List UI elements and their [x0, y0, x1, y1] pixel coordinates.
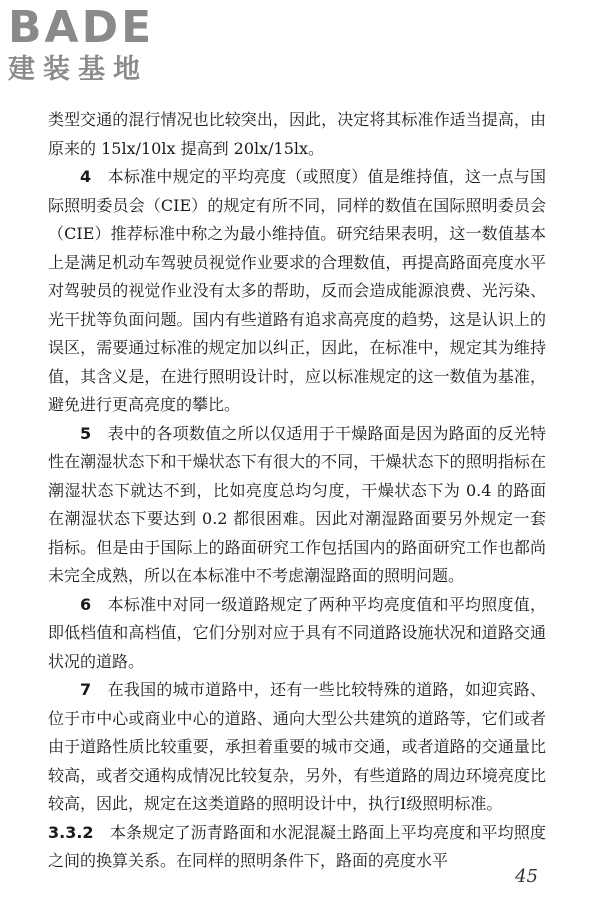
section-number: 3.3.2 [48, 822, 94, 842]
page-number: 45 [515, 866, 538, 887]
page-body [48, 106, 546, 876]
paragraph-text: 在我国的城市道路中，还有一些比较特殊的道路，如迎宾路、位于市中心或商业中心的道路、通向大型公共建筑的道路等，它们或者由于道路性质比较重要，承担着重要的城市交通，或者道路的交通量比较高，或者交通构成情况比较复杂，另外，有些道路的周边环境亮度比较高，因此，规定在这类道路的照明设计中，执行Ⅰ级照明标准。 [48, 680, 546, 813]
logo-subtitle: 建装基地 [8, 54, 148, 85]
paragraph-continuation: 类型交通的混行情况也比较突出，因此，决定将其标准作适当提高，由原来的 15lx/10lx 提高到 20lx/15lx。 [48, 110, 546, 158]
logo-brand: BADE [8, 2, 155, 53]
paragraph-text: 本标准中对同一级道路规定了两种平均亮度值和平均照度值，即低档值和高档值，它们分别对应于具有不同道路设施状况和道路交通状况的道路。 [48, 594, 546, 671]
paragraph-item-5 [48, 420, 546, 591]
logo [8, 2, 178, 88]
item-number: 6 [80, 594, 92, 614]
item-number: 7 [80, 680, 92, 699]
paragraph-item-6 [48, 591, 546, 677]
item-number: 5 [80, 423, 92, 443]
paragraph-item-7 [48, 676, 546, 819]
section-3-3-2 [48, 819, 546, 876]
paragraph-text: 本标准中规定的平均亮度（或照度）值是维持值，这一点与国际照明委员会（CIE）的规定有所不同，同样的数值在国际照明委员会（CIE）推荐标准中称之为最小维持值。研究结果表明，这一数值基本上是满足机动车驾驶员视觉作业要求的合理数值，再提高路面亮度水平对驾驶员的视觉作业没有太多的帮助，反而会造成能源浪费、光污染、光干扰等负面问题。国内有些道路有追求高亮度的趋势，这是认识上的误区，需要通过标准的规定加以纠正，因此，在标准中，规定其为维持值，其含义是，在进行照明设计时，应以标准规定的这一数值为基准，避免进行更高亮度的攀比。 [48, 167, 546, 414]
paragraph-text: 本条规定了沥青路面和水泥混凝土路面上平均亮度和平均照度之间的换算关系。在同样的照明条件下，路面的亮度水平 [48, 822, 546, 870]
paragraph-item-4 [48, 163, 546, 420]
item-number: 4 [80, 167, 92, 186]
paragraph-text: 表中的各项数值之所以仅适用于干燥路面是因为路面的反光特性在潮湿状态下和干燥状态下有很大的不同，干燥状态下的照明指标在潮湿状态下就达不到，比如亮度总均匀度，干燥状态下为 0.4 的路面在潮湿状态下要达到 0.2 都很困难。因此对潮湿路面要另外规定一套指标。但是由于国际上的路面研究工作包括国内的路面研究工作也都尚未完全成熟，所以在本标准中不考虑潮湿路面的照明问题。 [48, 423, 546, 585]
